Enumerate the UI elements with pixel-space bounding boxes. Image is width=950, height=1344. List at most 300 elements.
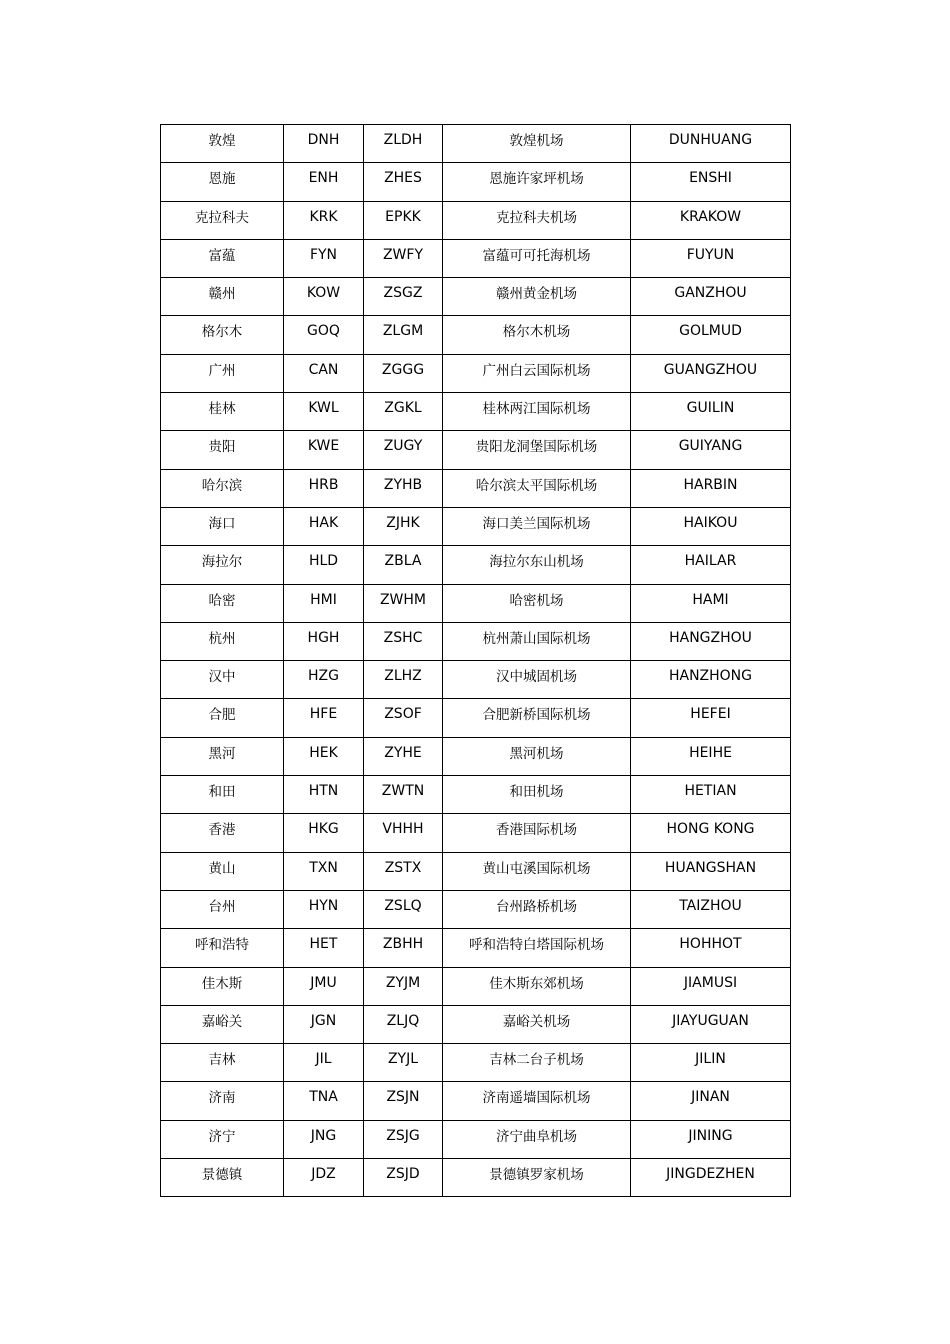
- table-row: [161, 852, 791, 890]
- table-row: [161, 469, 791, 507]
- table-row: [161, 1159, 791, 1197]
- city-pinyin-text: GOLMUD: [679, 323, 742, 340]
- city-pinyin-text: DUNHUANG: [668, 132, 753, 148]
- airport-name-text: 海拉尔东山机场: [489, 554, 584, 571]
- icao-code-text: ZSGZ: [383, 285, 423, 302]
- city-name-cell: [161, 316, 284, 354]
- airport-name-cell: [443, 852, 631, 890]
- city-name-text: 黄山: [208, 860, 236, 877]
- airport-name-cell: [443, 622, 631, 660]
- city-name-cell: [161, 278, 284, 316]
- airport-name-text: 香港国际机场: [496, 822, 577, 839]
- icao-code-text: ZLHZ: [384, 668, 422, 685]
- airport-name-text: 济宁曲阜机场: [496, 1128, 577, 1145]
- iata-code-text: FYN: [309, 246, 338, 263]
- city-name-cell: [161, 239, 284, 277]
- icao-code-text: ZHES: [384, 170, 422, 187]
- icao-code-cell: [364, 661, 443, 699]
- iata-code-cell: [284, 1082, 364, 1120]
- iata-code-cell: [284, 584, 364, 622]
- airport-name-cell: [443, 929, 631, 967]
- city-pinyin-text: JINAN: [691, 1089, 730, 1106]
- airport-table-body: [161, 125, 791, 1197]
- city-name-cell: [161, 393, 284, 431]
- iata-code-text: GOQ: [307, 323, 340, 340]
- city-name-cell: [161, 776, 284, 814]
- city-name-text: 敦煌: [208, 133, 236, 149]
- icao-code-text: ZYJL: [387, 1051, 419, 1068]
- city-pinyin-cell: [631, 507, 791, 545]
- city-pinyin-cell: [631, 929, 791, 967]
- city-pinyin-cell: [631, 278, 791, 316]
- city-pinyin-text: JIAMUSI: [683, 974, 738, 991]
- city-pinyin-text: HEIHE: [689, 744, 732, 761]
- airport-name-cell: [443, 201, 631, 239]
- icao-code-cell: [364, 163, 443, 201]
- city-name-cell: [161, 584, 284, 622]
- table-row: [161, 1005, 791, 1043]
- city-name-text: 格尔木: [201, 324, 243, 341]
- icao-code-cell: [364, 507, 443, 545]
- table-row: [161, 393, 791, 431]
- iata-code-text: KWL: [308, 400, 339, 417]
- icao-code-cell: [364, 814, 443, 852]
- iata-code-text: HKG: [308, 821, 339, 838]
- city-pinyin-cell: [631, 1005, 791, 1043]
- airport-name-text: 佳木斯东郊机场: [489, 975, 584, 992]
- city-pinyin-text: JILIN: [695, 1051, 726, 1068]
- airport-name-cell: [443, 776, 631, 814]
- city-name-cell: [161, 546, 284, 584]
- city-pinyin-text: HARBIN: [683, 476, 738, 493]
- city-pinyin-cell: [631, 584, 791, 622]
- airport-name-cell: [443, 890, 631, 928]
- icao-code-text: ZLDH: [383, 132, 423, 148]
- city-pinyin-cell: [631, 201, 791, 239]
- table-row: [161, 584, 791, 622]
- iata-code-cell: [284, 776, 364, 814]
- city-name-cell: [161, 622, 284, 660]
- airport-name-cell: [443, 699, 631, 737]
- icao-code-text: ZSJN: [386, 1089, 420, 1106]
- city-name-cell: [161, 201, 284, 239]
- table-row: [161, 278, 791, 316]
- iata-code-cell: [284, 163, 364, 201]
- airport-name-cell: [443, 431, 631, 469]
- iata-code-cell: [284, 546, 364, 584]
- iata-code-text: HRB: [308, 476, 339, 493]
- city-name-cell: [161, 431, 284, 469]
- iata-code-cell: [284, 699, 364, 737]
- city-pinyin-text: KRAKOW: [679, 208, 742, 225]
- airport-name-text: 合肥新桥国际机场: [482, 707, 591, 724]
- city-name-text: 恩施: [208, 171, 236, 188]
- city-name-cell: [161, 1044, 284, 1082]
- icao-code-text: ZLJQ: [386, 1012, 420, 1029]
- city-pinyin-text: HAMI: [692, 591, 729, 608]
- city-pinyin-cell: [631, 776, 791, 814]
- airport-name-text: 呼和浩特白塔国际机场: [469, 937, 604, 954]
- city-name-text: 贵阳: [208, 439, 236, 456]
- iata-code-text: HTN: [308, 783, 339, 800]
- airport-name-text: 汉中城固机场: [496, 669, 577, 686]
- iata-code-text: KOW: [306, 285, 341, 302]
- city-name-text: 佳木斯: [201, 975, 243, 992]
- city-name-cell: [161, 1120, 284, 1158]
- city-name-text: 黑河: [208, 745, 236, 762]
- city-name-cell: [161, 125, 284, 163]
- city-pinyin-text: HAILAR: [684, 553, 737, 570]
- icao-code-text: ZGGG: [381, 361, 425, 378]
- city-pinyin-cell: [631, 354, 791, 392]
- iata-code-cell: [284, 507, 364, 545]
- iata-code-cell: [284, 814, 364, 852]
- icao-code-text: ZYHB: [383, 476, 423, 493]
- iata-code-text: HYN: [308, 897, 339, 914]
- city-name-cell: [161, 852, 284, 890]
- city-pinyin-cell: [631, 661, 791, 699]
- icao-code-cell: [364, 1159, 443, 1197]
- iata-code-text: JDZ: [311, 1166, 336, 1183]
- iata-code-text: KWE: [307, 438, 340, 455]
- city-pinyin-text: FUYUN: [686, 246, 735, 263]
- table-row: [161, 507, 791, 545]
- iata-code-cell: [284, 967, 364, 1005]
- airport-name-text: 恩施许家坪机场: [489, 171, 584, 188]
- icao-code-text: ZLGM: [382, 323, 424, 340]
- airport-name-text: 哈尔滨太平国际机场: [475, 477, 598, 494]
- icao-code-text: ZBLA: [384, 553, 422, 570]
- table-row: [161, 239, 791, 277]
- airport-name-text: 广州白云国际机场: [482, 362, 591, 379]
- city-pinyin-cell: [631, 393, 791, 431]
- city-pinyin-cell: [631, 1159, 791, 1197]
- table-row: [161, 967, 791, 1005]
- city-name-text: 嘉峪关: [201, 1013, 243, 1030]
- airport-name-cell: [443, 967, 631, 1005]
- iata-code-cell: [284, 469, 364, 507]
- airport-name-cell: [443, 469, 631, 507]
- city-pinyin-cell: [631, 469, 791, 507]
- icao-code-cell: [364, 699, 443, 737]
- airport-name-cell: [443, 1120, 631, 1158]
- airport-code-table: [160, 124, 791, 1197]
- airport-name-cell: [443, 354, 631, 392]
- iata-code-cell: [284, 278, 364, 316]
- iata-code-cell: [284, 852, 364, 890]
- city-pinyin-text: GANZHOU: [674, 285, 747, 302]
- city-pinyin-cell: [631, 239, 791, 277]
- city-pinyin-cell: [631, 737, 791, 775]
- city-name-text: 杭州: [208, 630, 236, 647]
- city-name-cell: [161, 163, 284, 201]
- airport-name-cell: [443, 661, 631, 699]
- city-name-cell: [161, 699, 284, 737]
- iata-code-text: HFE: [309, 706, 338, 723]
- airport-name-cell: [443, 316, 631, 354]
- city-name-text: 广州: [208, 362, 236, 379]
- airport-name-text: 克拉科夫机场: [496, 209, 577, 226]
- city-name-text: 和田: [208, 784, 236, 801]
- airport-name-cell: [443, 278, 631, 316]
- airport-name-cell: [443, 507, 631, 545]
- iata-code-text: TXN: [309, 859, 338, 876]
- table-row: [161, 776, 791, 814]
- airport-name-text: 和田机场: [509, 784, 564, 801]
- iata-code-text: HEK: [309, 744, 338, 761]
- table-row: [161, 890, 791, 928]
- iata-code-text: HGH: [307, 629, 340, 646]
- city-name-cell: [161, 469, 284, 507]
- icao-code-text: EPKK: [385, 208, 421, 225]
- table-row: [161, 1082, 791, 1120]
- iata-code-cell: [284, 1044, 364, 1082]
- airport-name-cell: [443, 546, 631, 584]
- city-pinyin-cell: [631, 431, 791, 469]
- city-name-cell: [161, 929, 284, 967]
- airport-name-text: 嘉峪关机场: [502, 1013, 571, 1030]
- table-row: [161, 1044, 791, 1082]
- airport-name-text: 桂林两江国际机场: [482, 401, 591, 418]
- airport-name-text: 贵阳龙洞堡国际机场: [475, 439, 598, 456]
- iata-code-cell: [284, 929, 364, 967]
- icao-code-text: ZBHH: [382, 936, 424, 953]
- city-pinyin-cell: [631, 1082, 791, 1120]
- iata-code-text: DNH: [307, 132, 340, 148]
- city-name-text: 汉中: [208, 669, 236, 686]
- city-name-text: 呼和浩特: [195, 937, 249, 954]
- icao-code-cell: [364, 125, 443, 163]
- city-name-cell: [161, 737, 284, 775]
- city-pinyin-cell: [631, 890, 791, 928]
- table-row: [161, 201, 791, 239]
- iata-code-cell: [284, 201, 364, 239]
- city-name-text: 海拉尔: [201, 554, 243, 571]
- airport-name-text: 杭州萧山国际机场: [482, 630, 591, 647]
- iata-code-cell: [284, 661, 364, 699]
- icao-code-cell: [364, 239, 443, 277]
- city-name-text: 赣州: [208, 286, 236, 303]
- city-pinyin-text: JINING: [688, 1127, 733, 1144]
- city-name-text: 济南: [208, 1090, 236, 1107]
- city-name-text: 济宁: [208, 1128, 236, 1145]
- iata-code-cell: [284, 737, 364, 775]
- city-pinyin-cell: [631, 125, 791, 163]
- airport-name-text: 吉林二台子机场: [489, 1052, 584, 1069]
- iata-code-cell: [284, 890, 364, 928]
- icao-code-cell: [364, 431, 443, 469]
- icao-code-text: ZSOF: [384, 706, 422, 723]
- iata-code-text: JNG: [310, 1127, 337, 1144]
- airport-name-text: 赣州黄金机场: [496, 286, 577, 303]
- icao-code-text: ZSTX: [384, 859, 422, 876]
- table-row: [161, 316, 791, 354]
- city-pinyin-cell: [631, 163, 791, 201]
- icao-code-text: ZSJD: [386, 1166, 420, 1183]
- icao-code-cell: [364, 393, 443, 431]
- city-pinyin-text: HEFEI: [690, 706, 731, 723]
- table-row: [161, 163, 791, 201]
- icao-code-cell: [364, 354, 443, 392]
- icao-code-cell: [364, 584, 443, 622]
- airport-name-cell: [443, 125, 631, 163]
- airport-name-text: 哈密机场: [509, 592, 564, 609]
- city-pinyin-text: GUIYANG: [678, 438, 743, 455]
- city-name-text: 海口: [208, 515, 236, 532]
- iata-code-cell: [284, 1005, 364, 1043]
- city-pinyin-text: HAIKOU: [683, 514, 738, 531]
- iata-code-cell: [284, 393, 364, 431]
- city-pinyin-cell: [631, 1044, 791, 1082]
- icao-code-cell: [364, 890, 443, 928]
- city-name-text: 吉林: [208, 1052, 236, 1069]
- city-name-text: 台州: [208, 898, 236, 915]
- city-pinyin-text: TAIZHOU: [679, 897, 742, 914]
- airport-name-cell: [443, 1082, 631, 1120]
- airport-name-text: 黄山屯溪国际机场: [482, 860, 591, 877]
- iata-code-cell: [284, 354, 364, 392]
- iata-code-text: HLD: [308, 553, 339, 570]
- icao-code-cell: [364, 967, 443, 1005]
- airport-name-text: 格尔木机场: [502, 324, 571, 341]
- airport-name-cell: [443, 239, 631, 277]
- airport-name-cell: [443, 1044, 631, 1082]
- city-name-cell: [161, 1082, 284, 1120]
- icao-code-text: ZWFY: [382, 246, 424, 263]
- icao-code-cell: [364, 546, 443, 584]
- table-row: [161, 1120, 791, 1158]
- airport-name-text: 黑河机场: [509, 745, 564, 762]
- city-name-text: 哈密: [208, 592, 236, 609]
- iata-code-text: JMU: [310, 974, 337, 991]
- icao-code-text: ZWHM: [379, 591, 427, 608]
- city-name-text: 富蕴: [208, 247, 236, 264]
- city-name-text: 哈尔滨: [201, 477, 243, 494]
- city-pinyin-text: HANGZHOU: [669, 629, 752, 646]
- city-name-text: 合肥: [208, 707, 236, 724]
- iata-code-text: CAN: [308, 361, 339, 378]
- icao-code-cell: [364, 852, 443, 890]
- icao-code-text: ZYHE: [384, 744, 422, 761]
- table-row: [161, 661, 791, 699]
- icao-code-cell: [364, 1005, 443, 1043]
- city-pinyin-text: HUANGSHAN: [664, 859, 757, 876]
- city-name-cell: [161, 890, 284, 928]
- city-name-cell: [161, 661, 284, 699]
- icao-code-cell: [364, 316, 443, 354]
- city-pinyin-text: HETIAN: [684, 783, 737, 800]
- city-pinyin-text: HOHHOT: [679, 936, 742, 953]
- iata-code-cell: [284, 431, 364, 469]
- iata-code-cell: [284, 125, 364, 163]
- city-name-cell: [161, 814, 284, 852]
- city-pinyin-cell: [631, 546, 791, 584]
- table-row: [161, 125, 791, 163]
- icao-code-cell: [364, 776, 443, 814]
- iata-code-cell: [284, 1159, 364, 1197]
- table-row: [161, 431, 791, 469]
- city-pinyin-cell: [631, 622, 791, 660]
- airport-name-text: 济南遥墙国际机场: [482, 1090, 591, 1107]
- airport-name-cell: [443, 393, 631, 431]
- icao-code-cell: [364, 929, 443, 967]
- table-row: [161, 814, 791, 852]
- iata-code-cell: [284, 1120, 364, 1158]
- city-pinyin-text: JINGDEZHEN: [666, 1166, 755, 1183]
- city-pinyin-cell: [631, 699, 791, 737]
- city-name-cell: [161, 1005, 284, 1043]
- iata-code-text: TNA: [309, 1089, 338, 1106]
- iata-code-text: JGN: [310, 1012, 337, 1029]
- iata-code-text: HAK: [308, 514, 339, 531]
- icao-code-text: ZGKL: [384, 400, 422, 417]
- airport-name-text: 台州路桥机场: [496, 898, 577, 915]
- city-name-cell: [161, 967, 284, 1005]
- icao-code-text: ZUGY: [383, 438, 423, 455]
- icao-code-text: ZYJM: [385, 974, 421, 991]
- airport-name-cell: [443, 1005, 631, 1043]
- city-name-text: 香港: [208, 822, 236, 839]
- city-pinyin-text: HANZHONG: [668, 668, 753, 685]
- icao-code-cell: [364, 737, 443, 775]
- icao-code-text: ZSJG: [386, 1127, 420, 1144]
- icao-code-cell: [364, 1082, 443, 1120]
- table-row: [161, 354, 791, 392]
- city-name-cell: [161, 354, 284, 392]
- city-pinyin-text: GUANGZHOU: [663, 361, 758, 378]
- icao-code-cell: [364, 622, 443, 660]
- airport-name-text: 海口美兰国际机场: [482, 515, 591, 532]
- icao-code-text: ZSLQ: [384, 897, 422, 914]
- airport-name-cell: [443, 1159, 631, 1197]
- city-pinyin-cell: [631, 814, 791, 852]
- city-pinyin-cell: [631, 852, 791, 890]
- iata-code-cell: [284, 239, 364, 277]
- city-pinyin-text: GUILIN: [686, 400, 735, 417]
- iata-code-text: HET: [309, 936, 338, 953]
- airport-name-cell: [443, 163, 631, 201]
- city-name-text: 桂林: [208, 401, 236, 418]
- airport-name-text: 敦煌机场: [509, 133, 564, 149]
- iata-code-text: ENH: [308, 170, 339, 187]
- table-row: [161, 699, 791, 737]
- city-name-text: 克拉科夫: [195, 209, 249, 226]
- city-name-cell: [161, 507, 284, 545]
- city-pinyin-text: JIAYUGUAN: [672, 1012, 749, 1029]
- table-row: [161, 737, 791, 775]
- airport-name-cell: [443, 737, 631, 775]
- iata-code-cell: [284, 622, 364, 660]
- airport-name-text: 富蕴可可托海机场: [482, 247, 591, 264]
- airport-name-cell: [443, 584, 631, 622]
- icao-code-cell: [364, 469, 443, 507]
- airport-name-text: 景德镇罗家机场: [489, 1167, 584, 1184]
- city-name-cell: [161, 1159, 284, 1197]
- icao-code-text: ZJHK: [386, 514, 420, 531]
- iata-code-text: HZG: [308, 668, 339, 685]
- icao-code-text: ZSHC: [383, 629, 423, 646]
- city-pinyin-cell: [631, 316, 791, 354]
- city-pinyin-text: ENSHI: [689, 170, 732, 187]
- city-pinyin-cell: [631, 967, 791, 1005]
- city-name-text: 景德镇: [201, 1167, 243, 1184]
- iata-code-cell: [284, 316, 364, 354]
- iata-code-text: HMI: [310, 591, 337, 608]
- icao-code-cell: [364, 1120, 443, 1158]
- table-row: [161, 546, 791, 584]
- city-pinyin-text: HONG KONG: [666, 821, 755, 838]
- icao-code-text: ZWTN: [381, 783, 425, 800]
